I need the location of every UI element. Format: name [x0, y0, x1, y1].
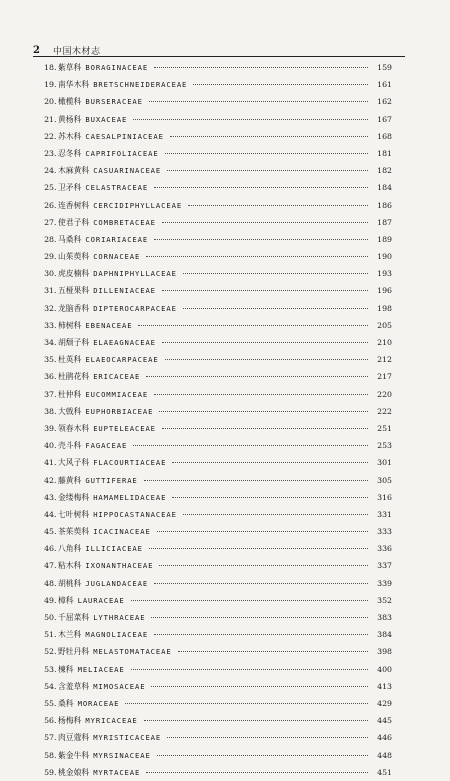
toc-entry [40, 592, 392, 609]
entry-page-number: 220 [377, 389, 392, 399]
family-name-chinese: 紫草科 [58, 63, 82, 72]
dot-leader [162, 342, 368, 343]
entry-dot: . [54, 647, 57, 657]
family-name-chinese: 胡颓子科 [58, 338, 90, 347]
family-name-latin: CORIARIACEAE [85, 234, 149, 244]
entry-page-number: 159 [377, 63, 392, 72]
dot-leader [162, 290, 368, 291]
entry-dot: . [54, 252, 57, 262]
family-name-latin: MORACEAE [77, 698, 120, 708]
toc-entry [40, 265, 392, 282]
entry-dot: . [54, 441, 57, 451]
dot-leader [159, 565, 368, 566]
entry-number: 57 [44, 733, 54, 743]
family-name-chinese: 杜鹃花科 [58, 372, 90, 382]
toc-entry [40, 214, 392, 231]
entry-page-number: 184 [377, 183, 392, 193]
family-name-latin: HAMAMELIDACEAE [93, 492, 167, 502]
dot-leader [193, 84, 368, 85]
family-name-latin: MYRISTICACEAE [93, 733, 162, 743]
entry-page-number: 333 [377, 527, 392, 537]
dot-leader [151, 686, 368, 687]
dot-leader [154, 187, 368, 188]
family-name-chinese: 八角科 [58, 544, 82, 554]
entry-number: 44 [44, 509, 54, 519]
family-name-latin: CERCIDIPHYLLACEAE [93, 200, 183, 210]
toc-entry [40, 93, 392, 110]
entry-page-number: 189 [377, 234, 392, 244]
entry-page-number: 212 [377, 355, 392, 365]
family-name-chinese: 领春木科 [58, 423, 90, 433]
entry-dot: . [54, 389, 57, 399]
entry-dot: . [54, 97, 57, 107]
family-name-latin: LYTHRACEAE [93, 613, 146, 622]
family-name-latin: MYRTACEAE [93, 767, 141, 777]
family-name-latin: EUPTELEACEAE [93, 423, 156, 433]
toc-entry [40, 557, 392, 574]
entry-number: 53 [44, 664, 54, 674]
entry-number: 36 [44, 372, 54, 382]
entry-dot: . [54, 355, 57, 365]
dot-leader [167, 737, 368, 738]
entry-number: 34 [44, 338, 54, 347]
entry-dot: . [54, 63, 57, 72]
family-name-chinese: 柿树科 [58, 320, 82, 330]
family-name-latin: CORNACEAE [93, 252, 141, 262]
dot-leader [131, 669, 368, 670]
family-name-chinese: 使君子科 [58, 217, 90, 227]
family-name-latin: LAURACEAE [77, 595, 125, 605]
family-name-chinese: 木麻黄科 [58, 166, 90, 176]
family-name-latin: ERICACEAE [93, 372, 141, 382]
dot-leader [178, 651, 368, 652]
toc-entry [40, 420, 392, 437]
toc-entry [40, 575, 392, 592]
entry-number: 38 [44, 406, 54, 416]
entry-number: 19 [44, 80, 54, 90]
entry-dot: . [54, 303, 57, 313]
dot-leader [170, 136, 368, 137]
family-name-latin: DILLENIACEAE [93, 286, 156, 296]
entry-number: 43 [44, 492, 54, 502]
entry-dot: . [54, 338, 57, 347]
family-name-chinese: 龙脑香科 [58, 303, 90, 313]
entry-page-number: 400 [377, 664, 392, 674]
entry-page-number: 253 [377, 441, 392, 451]
family-name-latin: BRETSCHNEIDERACEAE [93, 80, 188, 90]
entry-number: 51 [44, 630, 54, 640]
entry-dot: . [54, 475, 57, 485]
dot-leader [146, 376, 368, 377]
family-name-latin: FAGACEAE [85, 441, 128, 451]
entry-number: 58 [44, 750, 54, 760]
entry-number: 28 [44, 234, 54, 244]
dot-leader [125, 703, 368, 704]
family-name-latin: MELIACEAE [77, 664, 125, 674]
family-name-latin: CAESALPINIACEAE [85, 131, 164, 141]
entry-number: 54 [44, 681, 54, 691]
dot-leader [151, 617, 368, 618]
family-name-chinese: 杨梅科 [58, 716, 82, 726]
entry-dot: . [54, 561, 57, 571]
family-name-latin: MIMOSACEAE [93, 681, 146, 691]
dot-leader [183, 273, 368, 274]
family-name-chinese: 南华木科 [58, 80, 90, 90]
dot-leader [146, 772, 368, 773]
entry-dot: . [54, 320, 57, 330]
dot-leader [183, 308, 368, 309]
toc-entry [40, 334, 392, 351]
toc-entry [40, 317, 392, 334]
toc-entry [40, 626, 392, 643]
family-name-chinese: 苏木科 [58, 131, 82, 141]
family-name-chinese: 橄榄科 [58, 97, 82, 107]
dot-leader [165, 153, 368, 154]
toc-entry [40, 368, 392, 385]
family-name-latin: ELAEAGNACEAE [93, 338, 156, 347]
dot-leader [159, 411, 368, 412]
entry-number: 42 [44, 475, 54, 485]
dot-leader [157, 755, 368, 756]
entry-dot: . [54, 80, 57, 90]
entry-dot: . [54, 716, 57, 726]
entry-dot: . [54, 148, 57, 158]
family-name-chinese: 含羞草科 [58, 681, 90, 691]
family-name-chinese: 大风子科 [58, 458, 90, 468]
toc-entry [40, 729, 392, 746]
family-name-latin: MYRICACEAE [85, 716, 138, 726]
entry-dot: . [54, 423, 57, 433]
entry-number: 52 [44, 647, 54, 657]
toc-entry [40, 609, 392, 626]
entry-page-number: 448 [377, 750, 392, 760]
family-name-latin: COMBRETACEAE [93, 217, 156, 227]
page-number: 2 [33, 44, 40, 56]
entry-dot: . [54, 217, 57, 227]
toc-entry [40, 403, 392, 420]
entry-page-number: 445 [377, 716, 392, 726]
entry-page-number: 429 [377, 698, 392, 708]
entry-page-number: 352 [377, 595, 392, 605]
entry-dot: . [54, 200, 57, 210]
entry-page-number: 383 [377, 613, 392, 622]
family-name-chinese: 胡桃科 [58, 578, 82, 588]
entry-number: 31 [44, 286, 54, 296]
toc-entry [40, 282, 392, 299]
entry-number: 29 [44, 252, 54, 262]
entry-page-number: 451 [377, 767, 392, 777]
entry-dot: . [54, 183, 57, 193]
toc-entry [40, 489, 392, 506]
toc-entry [40, 111, 392, 128]
entry-page-number: 316 [377, 492, 392, 502]
dot-leader [149, 101, 368, 102]
family-name-chinese: 杜仲科 [58, 389, 82, 399]
family-name-latin: ICACINACEAE [93, 527, 151, 537]
entry-page-number: 210 [377, 338, 392, 347]
dot-leader [162, 428, 368, 429]
toc-entry [40, 179, 392, 196]
family-name-latin: ELAEOCARPACEAE [85, 355, 159, 365]
dot-leader [146, 256, 368, 257]
entry-page-number: 167 [377, 114, 392, 124]
entry-page-number: 305 [377, 475, 392, 485]
family-name-chinese: 五桠果科 [58, 286, 90, 296]
entry-number: 21 [44, 114, 54, 124]
family-name-latin: CELASTRACEAE [85, 183, 149, 193]
entry-number: 18 [44, 63, 54, 72]
entry-page-number: 413 [377, 681, 392, 691]
entry-page-number: 222 [377, 406, 392, 416]
family-name-chinese: 忍冬科 [58, 148, 82, 158]
family-name-latin: BUXACEAE [85, 114, 128, 124]
family-name-latin: JUGLANDACEAE [85, 578, 149, 588]
entry-number: 56 [44, 716, 54, 726]
entry-page-number: 162 [377, 97, 392, 107]
toc-entry [40, 764, 392, 781]
entry-page-number: 161 [377, 80, 392, 90]
dot-leader [188, 205, 368, 206]
entry-page-number: 384 [377, 630, 392, 640]
toc-entry [40, 231, 392, 248]
family-name-latin: CASUARINACEAE [93, 166, 162, 176]
entry-page-number: 331 [377, 509, 392, 519]
dot-leader [154, 394, 368, 395]
entry-page-number: 187 [377, 217, 392, 227]
entry-page-number: 446 [377, 733, 392, 743]
toc-entry [40, 643, 392, 660]
entry-dot: . [54, 664, 57, 674]
entry-dot: . [54, 613, 57, 622]
entry-dot: . [54, 578, 57, 588]
entry-dot: . [54, 733, 57, 743]
family-name-chinese: 桃金娘科 [58, 767, 90, 777]
entry-dot: . [54, 509, 57, 519]
entry-dot: . [54, 286, 57, 296]
toc-entry [40, 454, 392, 471]
dot-leader [183, 514, 368, 515]
family-name-latin: EUCOMMIACEAE [85, 389, 149, 399]
family-name-chinese: 木兰科 [58, 630, 82, 640]
family-name-latin: BORAGINACEAE [85, 63, 149, 72]
toc-entry [40, 300, 392, 317]
entry-number: 48 [44, 578, 54, 588]
family-name-chinese: 虎皮楠科 [58, 269, 90, 279]
entry-page-number: 301 [377, 458, 392, 468]
entry-number: 25 [44, 183, 54, 193]
dot-leader [154, 239, 368, 240]
toc-entry [40, 351, 392, 368]
family-name-latin: IXONANTHACEAE [85, 561, 154, 571]
entry-number: 49 [44, 595, 54, 605]
entry-dot: . [54, 698, 57, 708]
family-name-chinese: 肉豆蔻科 [58, 733, 90, 743]
book-title: 中国木材志 [53, 46, 101, 57]
family-name-chinese: 野牡丹科 [58, 647, 90, 657]
toc-entry [40, 437, 392, 454]
family-name-latin: FLACOURTIACEAE [93, 458, 167, 468]
entry-number: 24 [44, 166, 54, 176]
toc-entry [40, 162, 392, 179]
entry-dot: . [54, 750, 57, 760]
dot-leader [157, 531, 368, 532]
family-name-chinese: 金缕梅科 [58, 492, 90, 502]
entry-dot: . [54, 406, 57, 416]
entry-dot: . [54, 527, 57, 537]
family-name-latin: HIPPOCASTANACEAE [93, 509, 177, 519]
family-name-latin: BURSERACEAE [85, 97, 143, 107]
family-name-chinese: 壳斗科 [58, 441, 82, 451]
entry-dot: . [54, 372, 57, 382]
family-name-chinese: 马桑科 [58, 234, 82, 244]
entry-dot: . [54, 681, 57, 691]
family-name-latin: ILLICIACEAE [85, 544, 143, 554]
family-name-chinese: 杜英科 [58, 355, 82, 365]
toc-entry [40, 661, 392, 678]
entry-number: 47 [44, 561, 54, 571]
entry-number: 37 [44, 389, 54, 399]
header-rule [33, 56, 405, 57]
entry-page-number: 398 [377, 647, 392, 657]
family-name-latin: CAPRIFOLIACEAE [85, 148, 159, 158]
dot-leader [165, 359, 368, 360]
entry-number: 45 [44, 527, 54, 537]
dot-leader [144, 720, 368, 721]
entry-number: 32 [44, 303, 54, 313]
entry-dot: . [54, 767, 57, 777]
family-name-chinese: 连香树科 [58, 200, 90, 210]
entry-page-number: 196 [377, 286, 392, 296]
entry-page-number: 168 [377, 131, 392, 141]
family-name-chinese: 楝科 [58, 664, 74, 674]
toc-entry [40, 523, 392, 540]
dot-leader [144, 480, 368, 481]
entry-number: 50 [44, 613, 54, 622]
family-name-latin: MELASTOMATACEAE [93, 647, 172, 657]
entry-dot: . [54, 234, 57, 244]
entry-number: 39 [44, 423, 54, 433]
toc-entry [40, 248, 392, 265]
entry-page-number: 198 [377, 303, 392, 313]
family-name-chinese: 七叶树科 [58, 509, 90, 519]
entry-number: 40 [44, 441, 54, 451]
entry-page-number: 339 [377, 578, 392, 588]
entry-number: 59 [44, 767, 54, 777]
toc-entry [40, 472, 392, 489]
entry-dot: . [54, 269, 57, 279]
entry-number: 20 [44, 97, 54, 107]
family-name-chinese: 山茱萸科 [58, 252, 90, 262]
dot-leader [172, 497, 368, 498]
entry-number: 26 [44, 200, 54, 210]
family-name-chinese: 茶茱萸科 [58, 527, 90, 537]
table-of-contents [40, 59, 392, 781]
entry-dot: . [54, 630, 57, 640]
family-name-chinese: 大戟科 [58, 406, 82, 416]
family-name-chinese: 千屈菜科 [58, 613, 90, 622]
family-name-chinese: 紫金牛科 [58, 750, 90, 760]
entry-dot: . [54, 595, 57, 605]
entry-page-number: 205 [377, 320, 392, 330]
entry-number: 35 [44, 355, 54, 365]
toc-entry [40, 145, 392, 162]
entry-dot: . [54, 458, 57, 468]
toc-entry [40, 59, 392, 76]
dot-leader [154, 583, 368, 584]
dot-leader [149, 548, 368, 549]
entry-number: 27 [44, 217, 54, 227]
dot-leader [154, 67, 368, 68]
family-name-latin: EUPHORBIACEAE [85, 406, 154, 416]
entry-page-number: 251 [377, 423, 392, 433]
entry-dot: . [54, 114, 57, 124]
toc-entry [40, 76, 392, 93]
entry-number: 46 [44, 544, 54, 554]
family-name-chinese: 黄杨科 [58, 114, 82, 124]
dot-leader [167, 170, 368, 171]
entry-number: 33 [44, 320, 54, 330]
toc-entry [40, 506, 392, 523]
family-name-latin: GUTTIFERAE [85, 475, 138, 485]
entry-page-number: 181 [377, 148, 392, 158]
page-header [33, 43, 405, 57]
entry-number: 22 [44, 131, 54, 141]
toc-entry [40, 678, 392, 695]
family-name-chinese: 粘木科 [58, 561, 82, 571]
entry-page-number: 182 [377, 166, 392, 176]
entry-dot: . [54, 544, 57, 554]
entry-number: 55 [44, 698, 54, 708]
family-name-chinese: 樟科 [58, 595, 74, 605]
dot-leader [133, 445, 368, 446]
entry-number: 30 [44, 269, 54, 279]
family-name-latin: MAGNOLIACEAE [85, 630, 149, 640]
entry-page-number: 336 [377, 544, 392, 554]
entry-page-number: 190 [377, 252, 392, 262]
dot-leader [131, 600, 368, 601]
dot-leader [172, 462, 368, 463]
family-name-latin: DAPHNIPHYLLACEAE [93, 269, 177, 279]
family-name-latin: DIPTEROCARPACEAE [93, 303, 177, 313]
entry-dot: . [54, 131, 57, 141]
entry-page-number: 186 [377, 200, 392, 210]
toc-entry [40, 712, 392, 729]
family-name-chinese: 卫矛科 [58, 183, 82, 193]
family-name-chinese: 桑科 [58, 698, 74, 708]
entry-dot: . [54, 492, 57, 502]
family-name-latin: MYRSINACEAE [93, 750, 151, 760]
toc-entry [40, 747, 392, 764]
dot-leader [133, 119, 368, 120]
entry-page-number: 337 [377, 561, 392, 571]
entry-page-number: 193 [377, 269, 392, 279]
toc-entry [40, 128, 392, 145]
family-name-latin: EBENACEAE [85, 320, 133, 330]
entry-page-number: 217 [377, 372, 392, 382]
toc-entry [40, 695, 392, 712]
entry-number: 23 [44, 148, 54, 158]
toc-entry [40, 540, 392, 557]
entry-dot: . [54, 166, 57, 176]
toc-entry [40, 197, 392, 214]
toc-entry [40, 386, 392, 403]
dot-leader [154, 634, 368, 635]
dot-leader [138, 325, 368, 326]
entry-number: 41 [44, 458, 54, 468]
dot-leader [162, 222, 368, 223]
family-name-chinese: 藤黄科 [58, 475, 82, 485]
